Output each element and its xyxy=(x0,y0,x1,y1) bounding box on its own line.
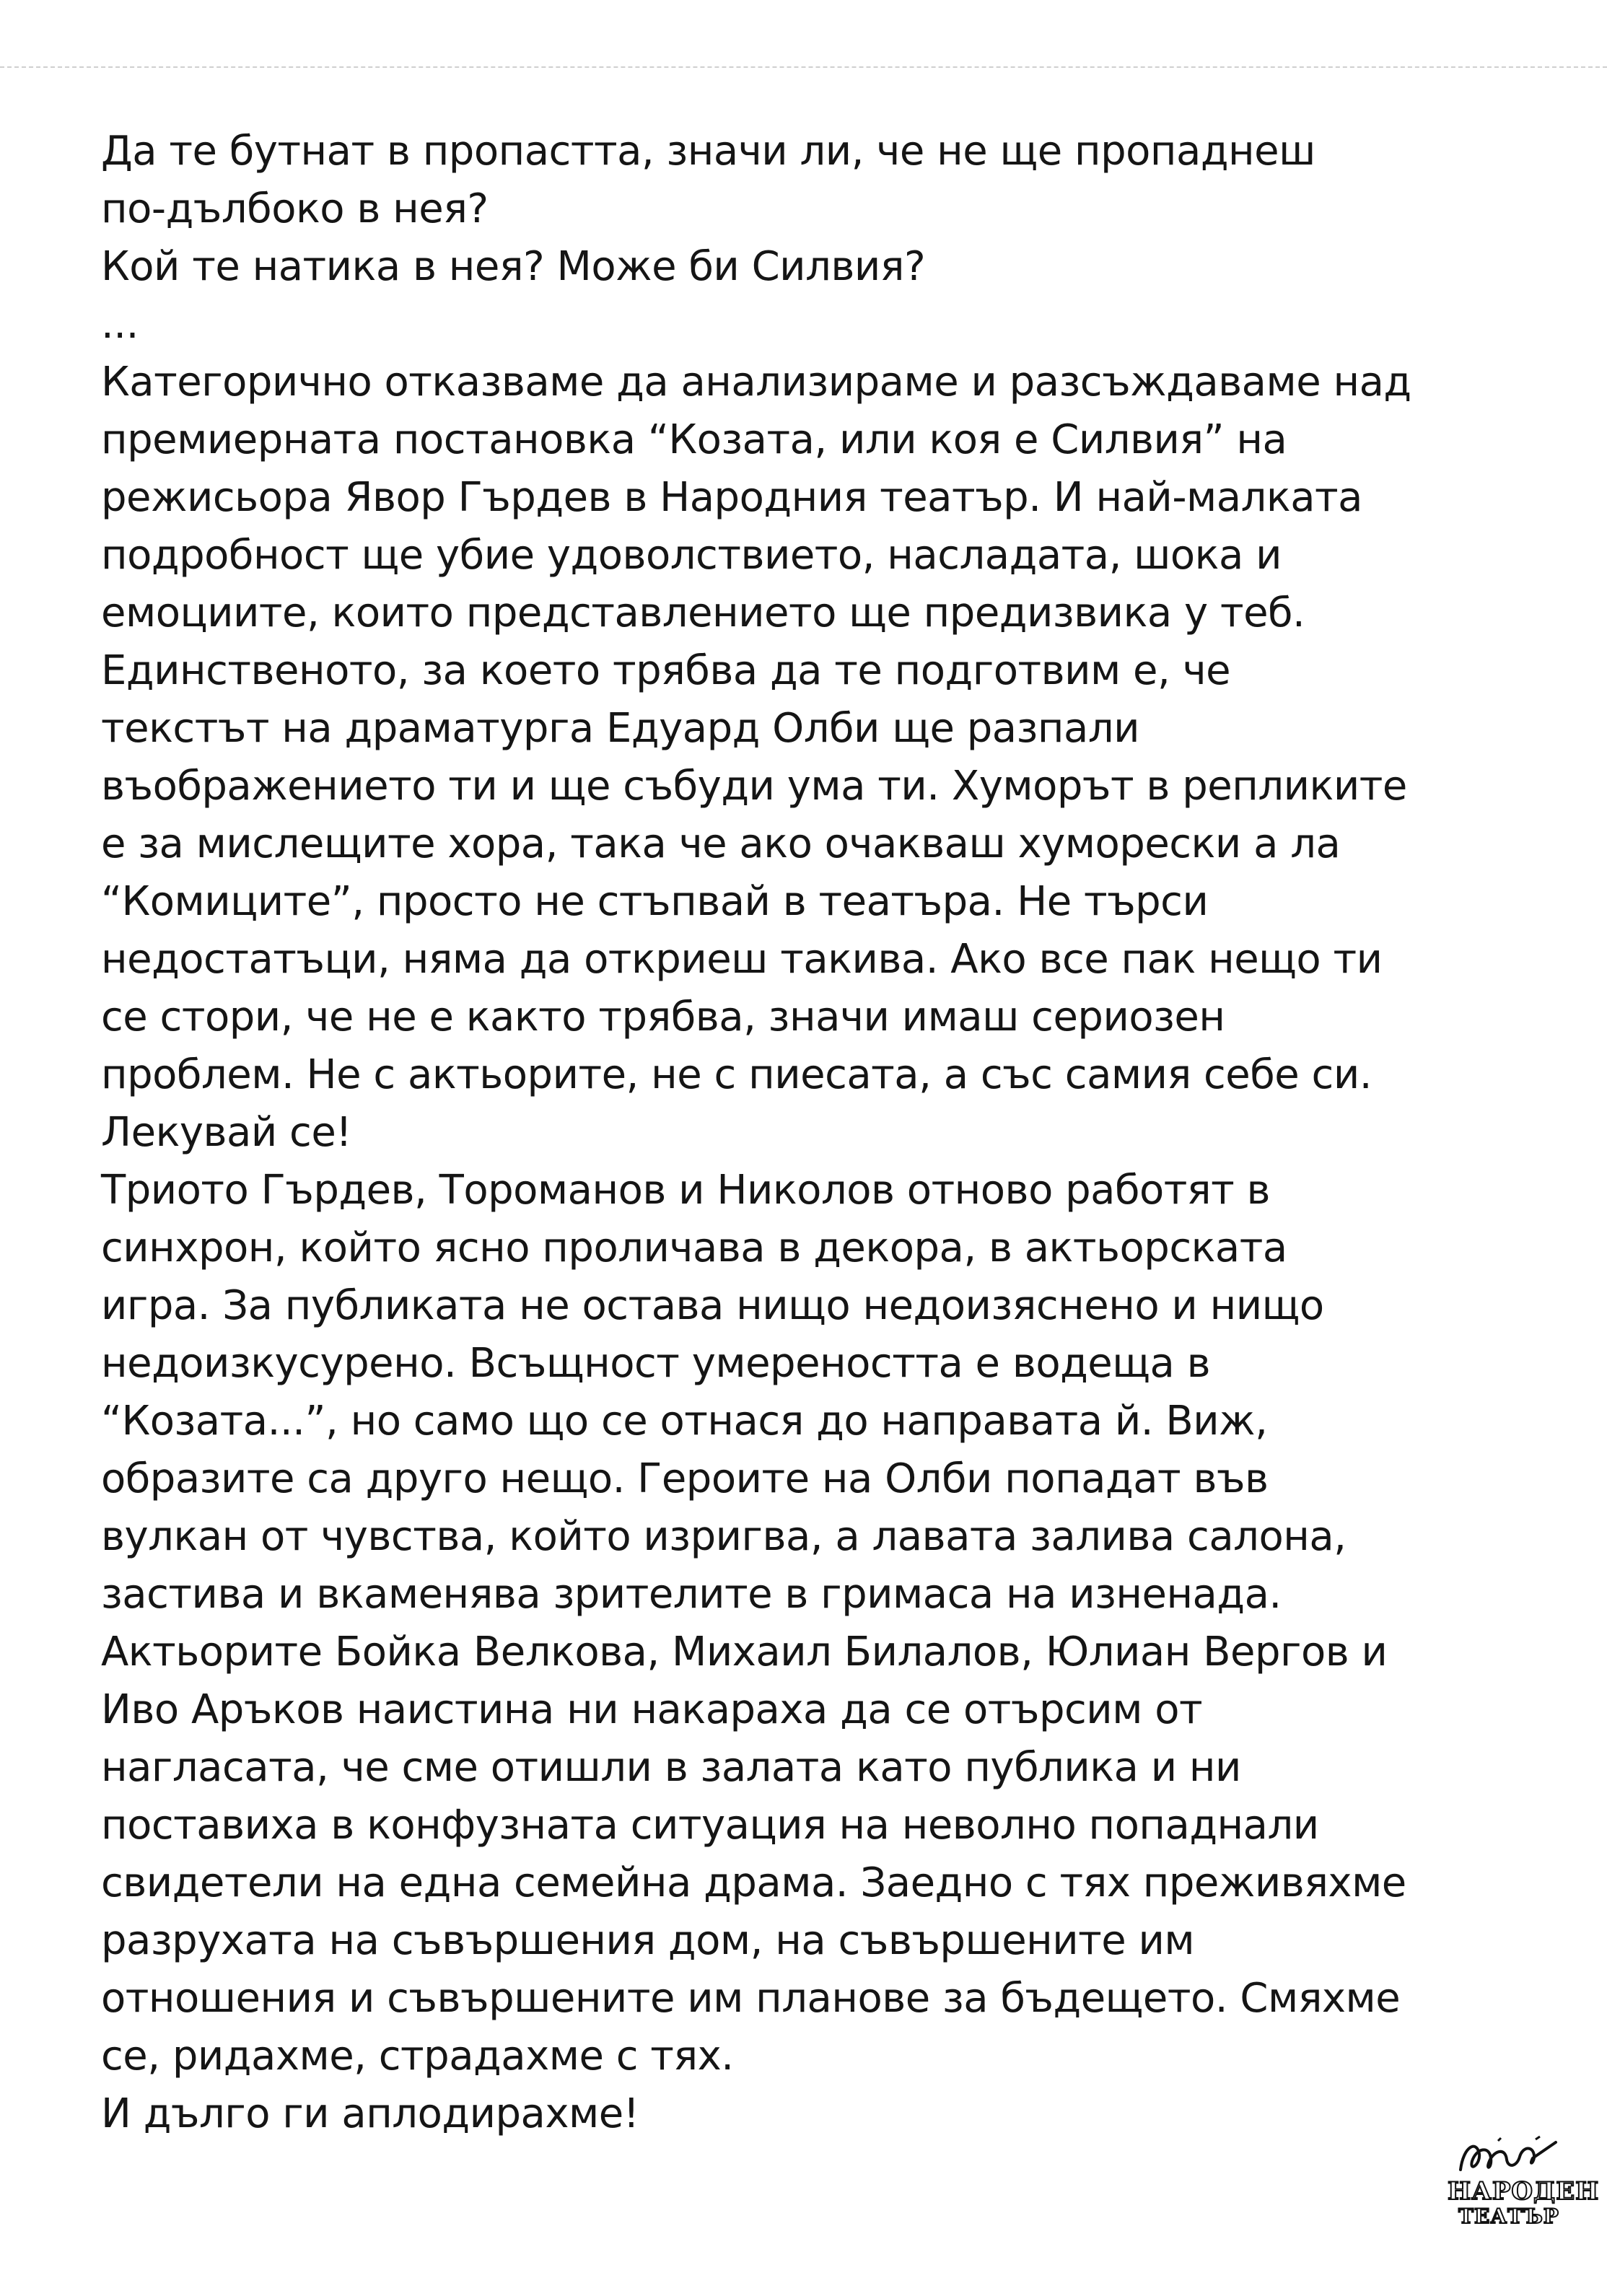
text-line: Триото Гърдев, Тороманов и Николов отново работят в xyxy=(101,1167,1271,1214)
text-line: се, ридахме, страдахме с тях. xyxy=(101,2033,734,2080)
text-line: Единственото, за което трябва да те подготвим е, че xyxy=(101,647,1231,694)
text-line: подробност ще убие удоволствието, насладата, шока и xyxy=(101,532,1282,579)
text-line: недостатъци, няма да откриеш такива. Ако все пак нещо ти xyxy=(101,936,1383,983)
text-line: недоизкусурено. Всъщност умереността е водеща в xyxy=(101,1340,1211,1387)
text-line: текстът на драматурга Едуард Олби ще разпали xyxy=(101,705,1140,752)
text-line: въображението ти и ще събуди ума ти. Хуморът в репликите xyxy=(101,763,1407,810)
text-line: Актьорите Бойка Велкова, Михаил Билалов, Юлиан Вергов и xyxy=(101,1629,1388,1675)
text-line: поставиха в конфузната ситуация на неволно попаднали xyxy=(101,1802,1319,1849)
text-line: ... xyxy=(101,301,139,348)
text-line: образите са друго нещо. Героите на Олби попадат във xyxy=(101,1455,1269,1502)
text-line: режисьора Явор Гърдев в Народния театър. И най-малката xyxy=(101,474,1362,521)
text-line: И дълго ги аплодирахме! xyxy=(101,2090,639,2137)
signature-icon xyxy=(1448,2132,1570,2183)
text-line: синхрон, който ясно проличава в декора, в актьорската xyxy=(101,1224,1287,1271)
text-line: “Козата...”, но само що се отнася до направата й. Виж, xyxy=(101,1398,1268,1445)
text-line: проблем. Не с актьорите, не с пиесата, а със самия себе си. xyxy=(101,1051,1372,1098)
scan-edge-line xyxy=(0,66,1607,68)
text-line: нагласата, че сме отишли в залата като публика и ни xyxy=(101,1744,1241,1791)
text-line: вулкан от чувства, който изригва, а лавата залива салона, xyxy=(101,1513,1347,1560)
logo-word-1: НАРОДЕН xyxy=(1448,2177,1600,2206)
article-text xyxy=(101,123,1544,2143)
text-line: Иво Аръков наистина ни накараха да се отърсим от xyxy=(101,1686,1203,1733)
text-line: отношения и съвършените им планове за бъдещето. Смяхме xyxy=(101,1975,1401,2022)
text-line: разрухата на съвършения дом, на съвършените им xyxy=(101,1917,1195,1964)
text-line: Категорично отказваме да анализираме и разсъждаваме над xyxy=(101,359,1411,406)
text-line: “Комиците”, просто не стъпвай в театъра. Не търси xyxy=(101,878,1209,925)
text-line: игра. За публиката не остава нищо недоизяснено и нищо xyxy=(101,1282,1324,1329)
text-line: емоциите, които представлението ще предизвика у теб. xyxy=(101,590,1305,636)
text-line: Кой те натика в нея? Може би Силвия? xyxy=(101,243,926,290)
text-line: Да те бутнат в пропастта, значи ли, че не ще пропаднеш xyxy=(101,128,1315,175)
text-line: Лекувай се! xyxy=(101,1109,352,1156)
text-line: се стори, че не е както трябва, значи имаш сериозен xyxy=(101,994,1225,1040)
national-theatre-logo xyxy=(1448,2132,1600,2240)
text-line: свидетели на една семейна драма. Заедно с тях преживяхме xyxy=(101,1859,1406,1906)
text-line: е за мислещите хора, така че ако очакваш хуморески а ла xyxy=(101,820,1341,867)
text-line: застива и вкаменява зрителите в гримаса на изненада. xyxy=(101,1571,1282,1618)
text-line: премиерната постановка “Козата, или коя е Силвия” на xyxy=(101,416,1287,463)
text-line: по-дълбоко в нея? xyxy=(101,185,489,232)
logo-word-2: ТЕАТЪР xyxy=(1458,2204,1559,2228)
